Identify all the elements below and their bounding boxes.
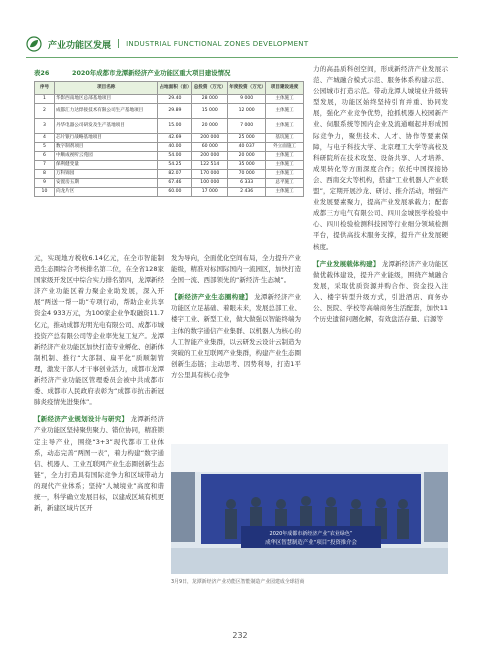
table-cell: 29.40 <box>158 95 192 104</box>
table-row <box>35 152 304 161</box>
table-cell: 67.46 <box>158 179 192 188</box>
table-cell: 40.00 <box>158 143 192 152</box>
table-cell: 基坑施工 <box>266 134 304 143</box>
left-column <box>34 253 164 514</box>
table-cell: 35 000 <box>228 161 266 170</box>
table-cell: 主体施工 <box>266 95 304 104</box>
page-number: 232 <box>232 631 248 640</box>
table-cell: 20 000 <box>192 119 228 134</box>
table-cell: 82.07 <box>158 170 192 179</box>
table-row <box>35 95 304 104</box>
table-cell: 3 <box>35 119 55 134</box>
table-cell: 170 000 <box>192 170 228 179</box>
table-cell: 200 000 <box>192 152 228 161</box>
table-cell: 6 <box>35 152 55 161</box>
col-header: 项目名称 <box>54 82 158 95</box>
event-photo <box>171 444 448 574</box>
table-number: 表26 <box>34 69 50 77</box>
table-row <box>35 170 304 179</box>
table-cell: 20 000 <box>228 152 266 161</box>
table-cell: 60 000 <box>192 143 228 152</box>
table-cell: 主体施工 <box>266 188 304 197</box>
table-cell: 40 037 <box>228 143 266 152</box>
table-cell: 外立面施工 <box>266 143 304 152</box>
table-cell: 2 <box>35 104 55 119</box>
table-cell: 1 <box>35 95 55 104</box>
section-heading: 【产业发展载体构建】 <box>313 259 380 268</box>
table-cell: 28 000 <box>192 95 228 104</box>
table-cell: 芯片银行战略基地项目 <box>54 134 158 143</box>
table-cell: 数字制剂项目 <box>54 143 158 152</box>
event-photo-illustration <box>171 444 448 574</box>
paragraph: 发为导向，全面优化空间布局，全力提升产业能级，精准对标国际国内一流园区，加快打造全国一流、西部领先的“新经济·生态城”。 <box>171 254 301 285</box>
paragraph: 元，实现地方税收6.14亿元，在全市智能制造生态圈综合考核排名第二位，在全省128家国家级开发区中综合实力排名第四，龙潭新经济产业功能区着力聚企业助发展，深入开展“两送一帮一助”专项行动，帮助企业共享资金4 933万元，为100家企业争取融资11.7亿元，推动成都光明光电有限公司、成都市城投资产总有限公司等企业率先复工复产。龙潭新经济产业功能区加快打造专业孵化、创新体制机制、推行“大部制、扁平化”质顺制管理，激发干部人才干事创业活力，成都市龙潭新经济产业功能区管理委员会被中共成都市委、成都市人民政府表彰为“成都市抗击新冠肺炎疫情先进集体”。 <box>34 254 164 407</box>
table-cell: 2 436 <box>228 188 266 197</box>
table-cell: 100 000 <box>192 179 228 188</box>
table-cell: 主体施工 <box>266 161 304 170</box>
table-cell: 200 000 <box>192 134 228 143</box>
section-heading: 【新经济产业规划设计与研究】 <box>34 415 129 424</box>
table-cell: 主体施工 <box>266 119 304 134</box>
running-header <box>26 33 458 55</box>
table-row <box>35 134 304 143</box>
col-header: 总投资（万元） <box>192 82 228 95</box>
leaf-logo-icon <box>26 36 42 52</box>
header-rule <box>26 57 458 58</box>
table-row <box>35 119 304 134</box>
col-header: 年度投资（万元） <box>228 82 266 95</box>
table-cell: 中顺成视听云苑园 <box>54 152 158 161</box>
table-title: 2020年成都市龙潭新经济产业功能区重大项目建设情况 <box>72 69 231 77</box>
table-cell: 总平施工 <box>266 179 304 188</box>
table-row <box>35 179 304 188</box>
table-cell: 60.00 <box>158 188 192 197</box>
table-cell: 9 <box>35 179 55 188</box>
table-cell: 4 <box>35 134 55 143</box>
table-cell: 17 000 <box>192 188 228 197</box>
table-cell: 15.00 <box>158 119 192 134</box>
right-column <box>313 64 448 325</box>
table-row <box>35 143 304 152</box>
table-cell: 安置房五期 <box>54 179 158 188</box>
table-cell: 9 000 <box>228 95 266 104</box>
table-cell: 向龙片区 <box>54 188 158 197</box>
table-cell: 6 333 <box>228 179 266 188</box>
table-cell: 华影西南地区总部基地项目 <box>54 95 158 104</box>
table-cell: 54.25 <box>158 161 192 170</box>
header-title-en: INDUSTRIAL FUNCTIONAL ZONES DEVELOPMENT <box>126 40 309 48</box>
col-header: 占地面积（亩） <box>158 82 192 95</box>
projects-table <box>34 81 304 197</box>
table-cell: 25 000 <box>228 134 266 143</box>
header-separator: | <box>117 39 121 49</box>
section-heading: 【新经济产业生态圈构建】 <box>171 293 252 302</box>
table-cell: 主体施工 <box>266 152 304 161</box>
paragraph: 龙潭新经济产业功能区坚持聚焦聚力、错位协同，精准锁定主导产业，围绕“3+3”现代都市工业体系，动态完善“两图一表”，着力构建“数字通信、机器人、工业互联网产业生态圈创新生态链”，全力打造具有国际竞争力和区域带动力的现代产业体系；坚持“人城境业”高度和谐统一，科学确立发展目标，以建成区域有机更新，新建区域片区开 <box>34 415 165 513</box>
header-title-cn: 产业功能区发展 <box>48 40 112 51</box>
table-cell: 15 000 <box>192 104 228 119</box>
table-cell: 8 <box>35 170 55 179</box>
table-row <box>35 104 304 119</box>
table-cell: 保利健变量 <box>54 161 158 170</box>
photo-caption: 3月9日，龙潭新经济产业功能区智能制造产业园建成全球招商 <box>171 579 305 585</box>
middle-column <box>171 253 301 381</box>
table-cell: 主体施工 <box>266 170 304 179</box>
table-cell: 12 000 <box>228 104 266 119</box>
table-cell: 42.69 <box>158 134 192 143</box>
col-header: 项目建设进度 <box>266 82 304 95</box>
table-row <box>35 161 304 170</box>
col-header: 序号 <box>35 82 55 95</box>
table-cell: 5 <box>35 143 55 152</box>
banner-line-1: 2020年成都市新经济产业“农业绿色” <box>269 531 353 537</box>
table-cell: 成都汇力达焊接技术有限公司生产基地项目 <box>54 104 158 119</box>
table-cell: 122 514 <box>192 161 228 170</box>
table-cell: 万科锦园 <box>54 170 158 179</box>
table-cell: 10 <box>35 188 55 197</box>
table-header-row <box>35 82 304 95</box>
table-cell: 70 000 <box>228 170 266 179</box>
table-cell: 54.00 <box>158 152 192 161</box>
table-cell: 29.89 <box>158 104 192 119</box>
table-cell: 7 000 <box>228 119 266 134</box>
banner-line-2: 成华区智慧制造产业“项目”投资推介会 <box>265 540 357 546</box>
table-caption <box>34 68 270 78</box>
table-cell: 主体施工 <box>266 104 304 119</box>
table-cell: 7 <box>35 161 55 170</box>
paragraph: 龙潭新经济产业功能区立足基础、着眼未来，发展总部工业、楼宇工业、新型工业，做大做强以智能终端为主体的数字通信产业集群、以机器人为核心的人工智能产业集群，以云研发云设计云制造为突破的工业互联网产业集群，构建产业生态圈创新生态链；主动思考、因势利导，打造1平方公里具有核心竞争 <box>171 293 302 379</box>
table-cell: 丹华电器公司研发及生产基地项目 <box>54 119 158 134</box>
paragraph: 龙潭新经济产业功能区做优载体建设，提升产业能级，围绕产城融合发展，采取优质资源并购合作、资金投入注入、楼宇转型升级方式，引进酒店、商务办公、医院、学校等高端商务生活配套，加快11个历史遗留问题化解，有效盘活存量、启源等 <box>313 259 449 324</box>
paragraph: 力的高品质科创空间，形成新经济产业发展示范、产城融合模式示范、服务体系构建示范、公园城市打造示范。带动龙潭人城境业升级转型发展，功能区始终坚持引育并重、协同发展，强化产业竞争优势，抢抓机器人校园新产业、伺服系统等国内企业及流通崛起并形成国际竞争力，聚焦技术、人才、协作等要素保障，与电子科技大学、北京理工大学等高校及科研院所在技术攻坚、设备共享、人才培养、成果转化等方面深度合作；依托中国探接协会、西南交大等机构，搭建“工业机器人产业联盟”，定期开展沙龙、研讨、推介活动，增强产业发展要素聚力，提高产业发展承载力；配套成都三方电气有限公司、四川金城医学检验中心、四川检验检测科技园等行业细分领域检测平台，提供高技术服务支撑，提升产业发展硬核度。 <box>313 65 448 251</box>
table-row <box>35 188 304 197</box>
